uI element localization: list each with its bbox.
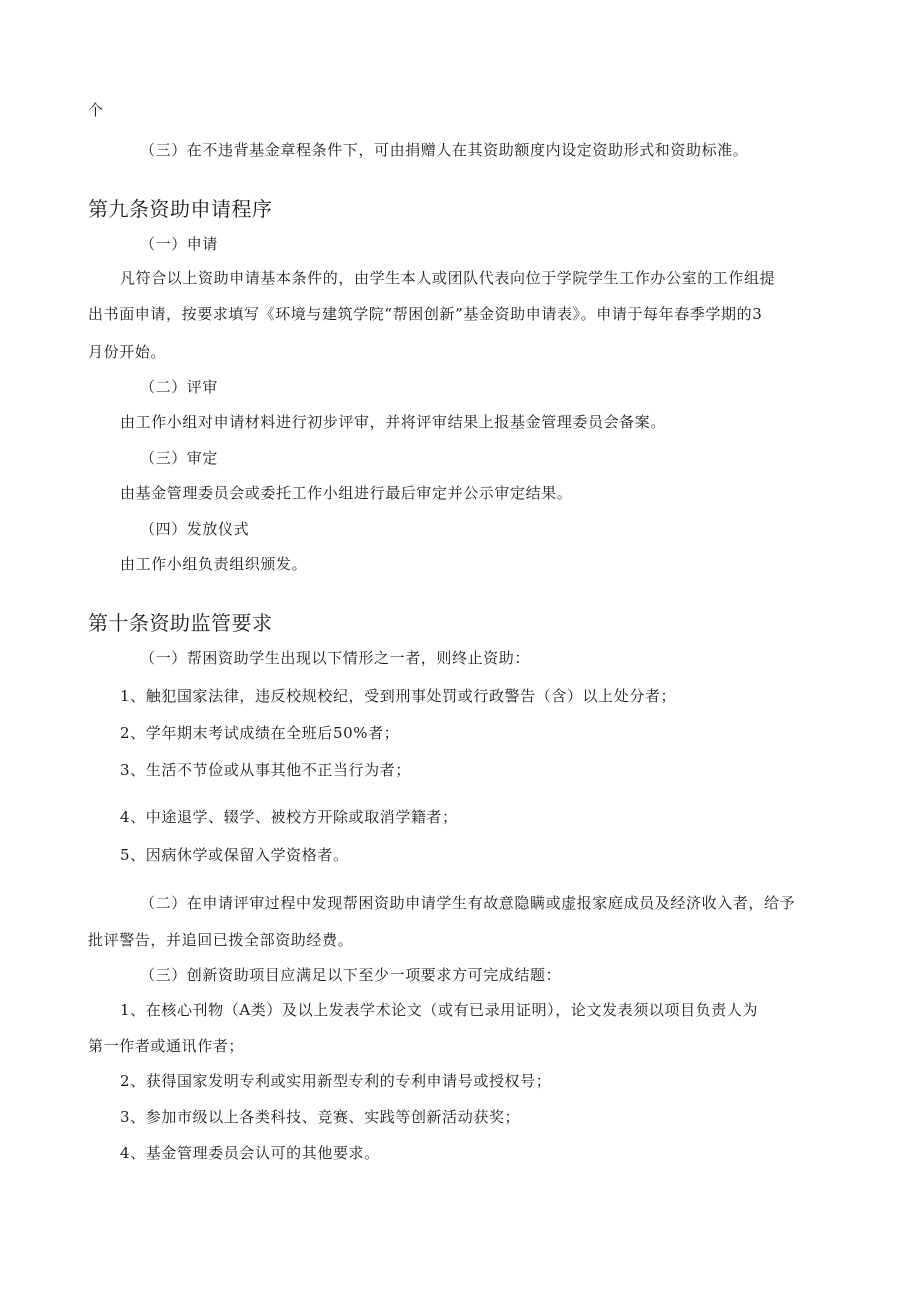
subheading: （三）审定 bbox=[140, 449, 219, 467]
paragraph: 由基金管理委员会或委托工作小组进行最后审定并公示审定结果。 bbox=[120, 484, 573, 502]
paragraph: 批评警告，并追回已拨全部资助经费。 bbox=[88, 931, 354, 949]
list-item: 3、生活不节俭或从事其他不正当行为者； bbox=[120, 761, 411, 779]
list-item: 2、获得国家发明专利或实用新型专利的专利申请号或授权号； bbox=[120, 1072, 552, 1090]
paragraph: （二）在申请评审过程中发现帮困资助申请学生有故意隐瞒或虚报家庭成员及经济收入者，给予 bbox=[140, 894, 796, 912]
paragraph: 出书面申请，按要求填写《环境与建筑学院“帮困创新”基金资助申请表》。申请于每年春季学期的3 bbox=[88, 305, 763, 323]
paragraph: 由工作小组负责组织颁发。 bbox=[120, 555, 308, 573]
subheading: （二）评审 bbox=[140, 378, 219, 396]
list-item: 4、基金管理委员会认可的其他要求。 bbox=[120, 1144, 380, 1162]
article-10-heading: 第十条资助监管要求 bbox=[88, 611, 273, 635]
subheading: （三）创新资助项目应满足以下至少一项要求方可完成结题： bbox=[140, 966, 562, 984]
list-item: 2、学年期末考试成绩在全班后50%者； bbox=[120, 724, 400, 742]
list-item: 1、触犯国家法律，违反校规校纪，受到刑事处罚或行政警告（含）以上处分者； bbox=[120, 687, 677, 705]
paragraph: 月份开始。 bbox=[88, 343, 167, 361]
list-item: 3、参加市级以上各类科技、竞赛、实践等创新活动获奖； bbox=[120, 1108, 521, 1126]
article-9-heading: 第九条资助申请程序 bbox=[88, 197, 273, 221]
list-item: 1、在核心刊物（A类）及以上发表学术论文（或有已录用证明），论文发表须以项目负责人为 bbox=[120, 1001, 759, 1019]
paragraph: 凡符合以上资助申请基本条件的，由学生本人或团队代表向位于学院学生工作办公室的工作组提 bbox=[120, 269, 776, 287]
list-item-continued: 第一作者或通讯作者； bbox=[88, 1037, 245, 1055]
list-item: 4、中途退学、辍学、被校方开除或取消学籍者； bbox=[120, 808, 458, 826]
paragraph: （三）在不违背基金章程条件下，可由捐赠人在其资助额度内设定资助形式和资助标准。 bbox=[140, 141, 749, 159]
list-item: 5、因病休学或保留入学资格者。 bbox=[120, 846, 349, 864]
subheading: （一）帮困资助学生出现以下情形之一者，则终止资助： bbox=[140, 649, 531, 667]
continued-text: 个 bbox=[88, 101, 104, 119]
paragraph: 由工作小组对申请材料进行初步评审，并将评审结果上报基金管理委员会备案。 bbox=[120, 413, 667, 431]
subheading: （四）发放仪式 bbox=[140, 520, 250, 538]
subheading: （一）申请 bbox=[140, 235, 219, 253]
